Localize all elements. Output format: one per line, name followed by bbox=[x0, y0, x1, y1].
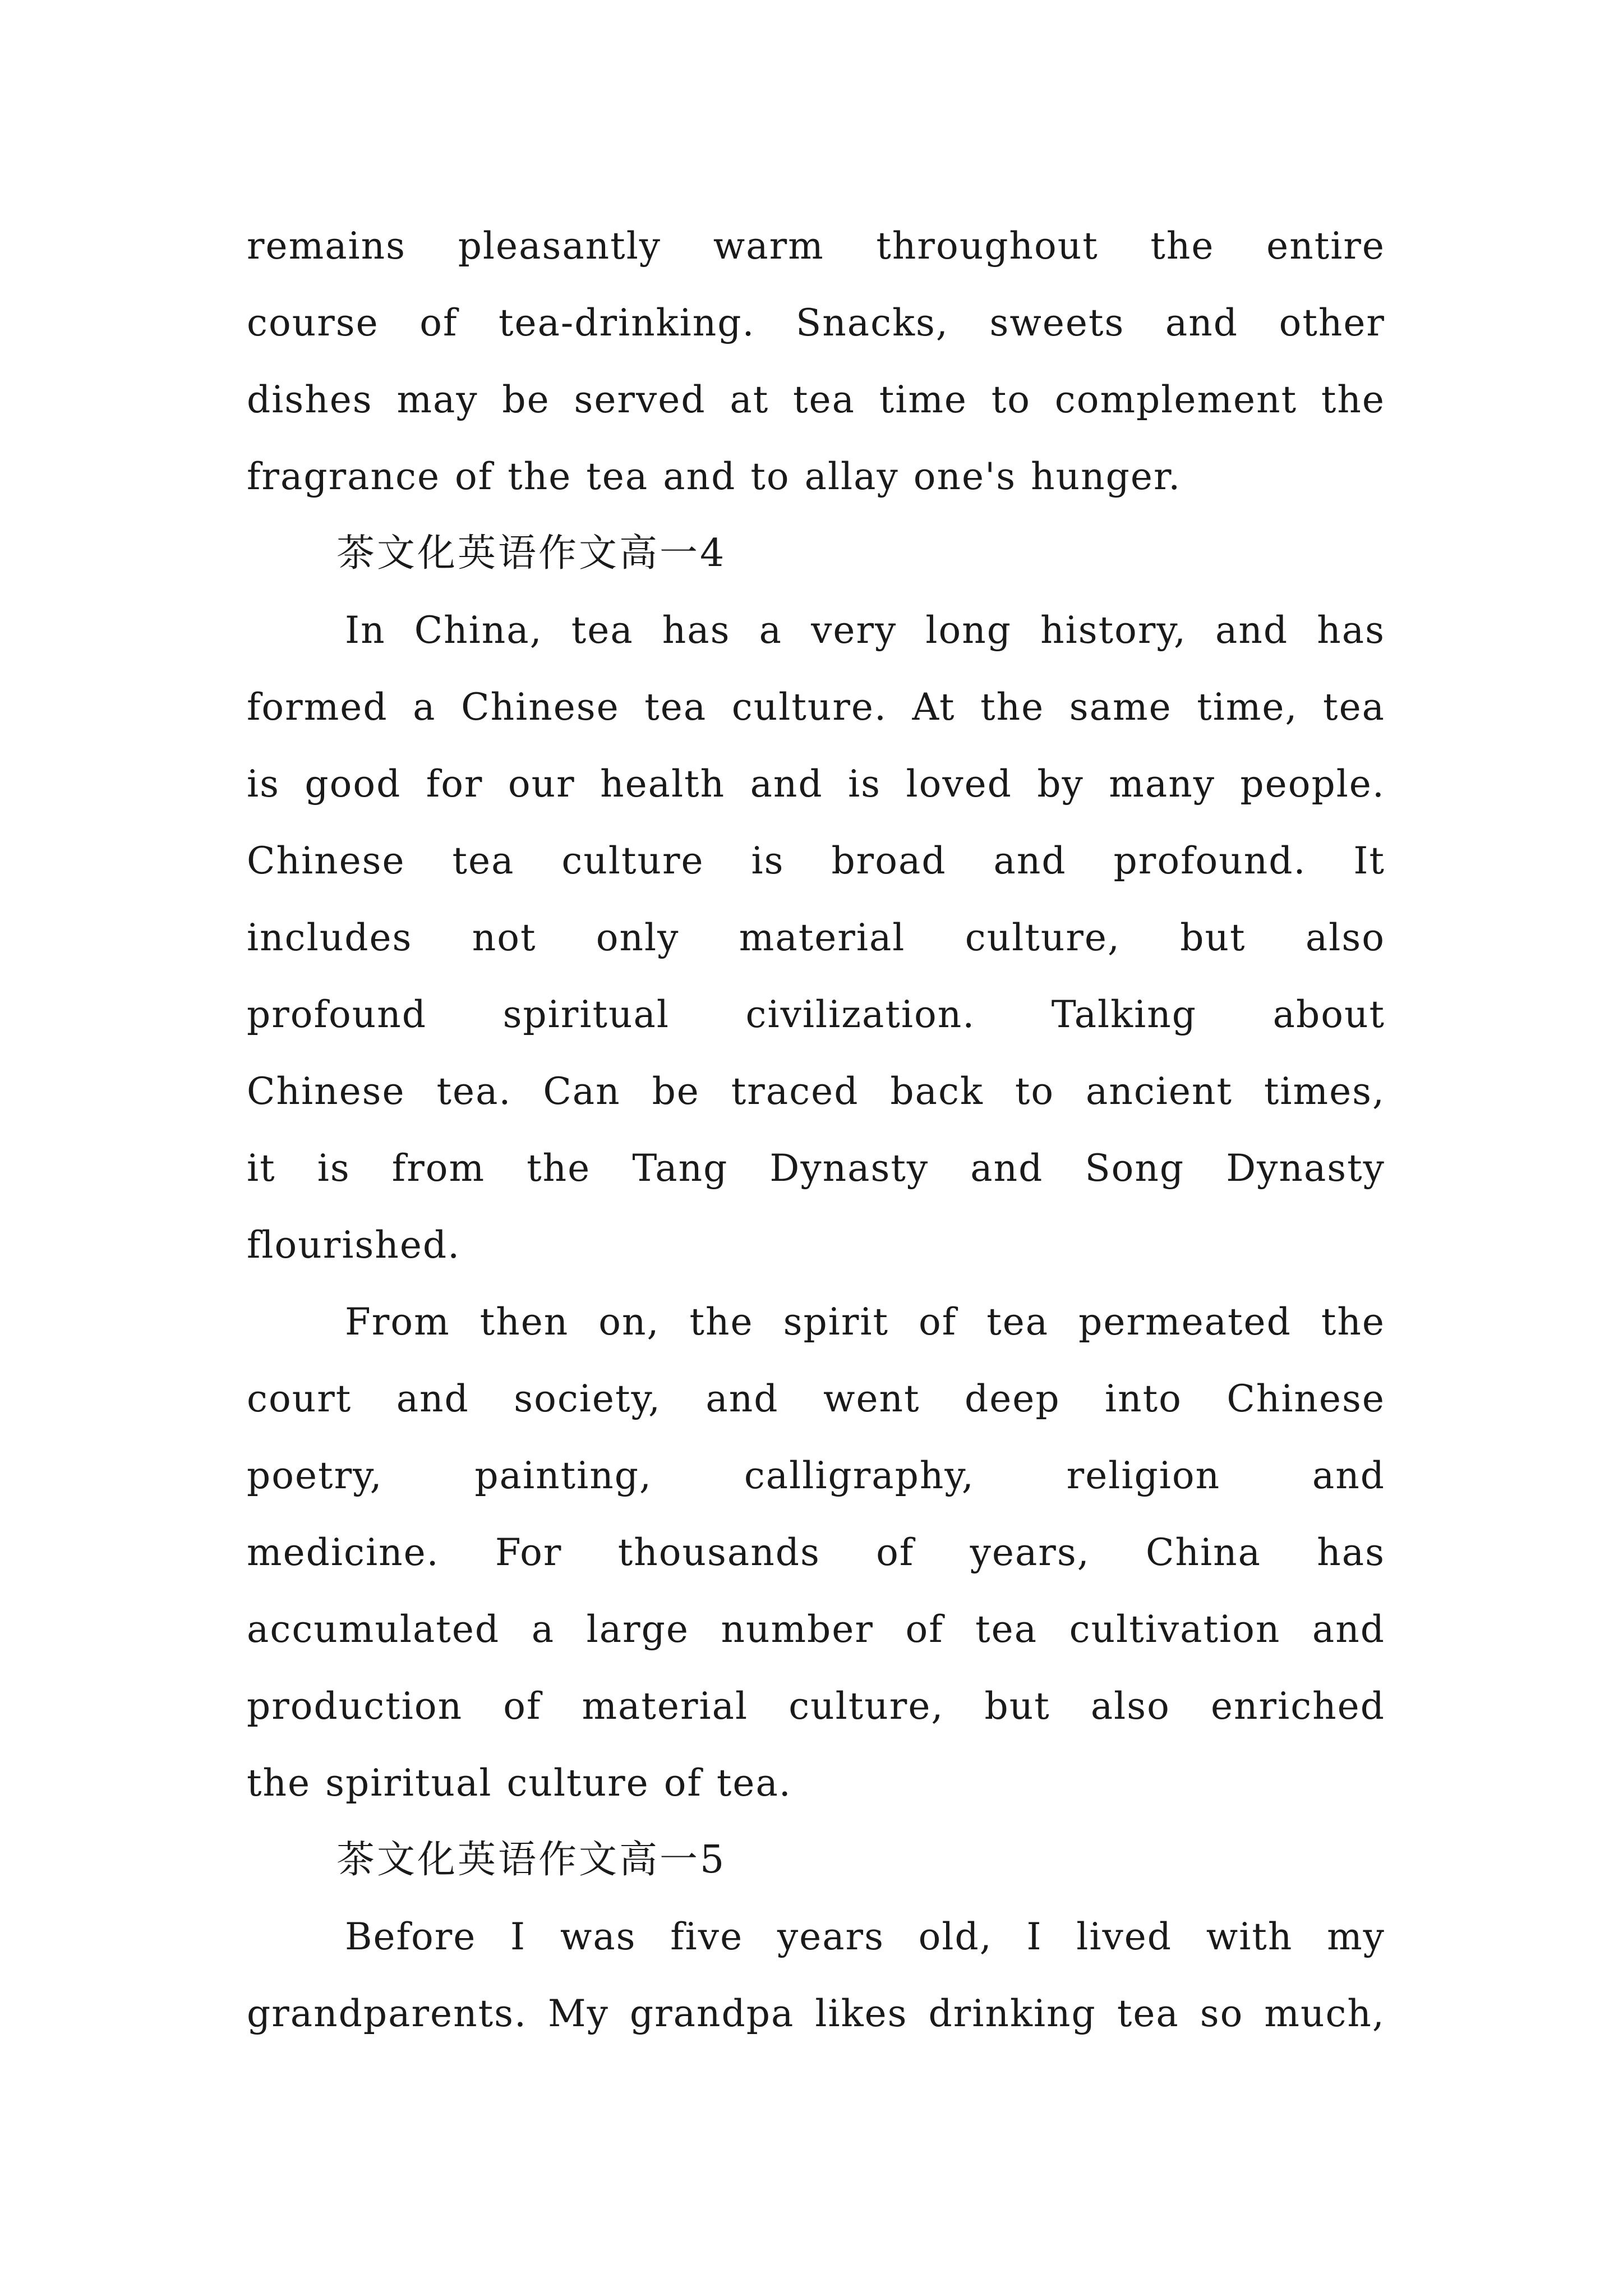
word: the bbox=[980, 685, 1045, 729]
word: by bbox=[1037, 762, 1084, 806]
word: and bbox=[970, 1147, 1044, 1190]
word: much, bbox=[1264, 1992, 1385, 2035]
word: on, bbox=[598, 1300, 660, 1343]
word: also bbox=[1305, 916, 1385, 959]
word: thousands bbox=[617, 1531, 820, 1574]
word: very bbox=[811, 609, 897, 652]
text-line bbox=[247, 1283, 1385, 1360]
word: and bbox=[663, 455, 736, 498]
text-line bbox=[247, 1053, 1385, 1130]
word: long bbox=[925, 609, 1012, 652]
word: throughout bbox=[876, 224, 1099, 268]
word: deep bbox=[964, 1377, 1061, 1420]
word: fragrance bbox=[247, 455, 441, 498]
word: production bbox=[247, 1685, 463, 1728]
word: five bbox=[670, 1915, 744, 1958]
text-line bbox=[247, 1898, 1385, 1975]
word: society, bbox=[514, 1377, 661, 1420]
word: grandparents. bbox=[247, 1992, 527, 2035]
section-heading: 茶文化英语作文高一5 bbox=[336, 1838, 727, 1882]
word: China bbox=[1145, 1531, 1261, 1574]
word: Tang bbox=[632, 1147, 728, 1190]
word: China, bbox=[414, 609, 543, 652]
word: be bbox=[652, 1070, 700, 1113]
text-line bbox=[247, 361, 1385, 438]
word: material bbox=[739, 916, 906, 959]
word: at bbox=[730, 378, 769, 421]
word: and bbox=[396, 1377, 469, 1420]
word: number bbox=[721, 1608, 874, 1651]
word: people. bbox=[1240, 762, 1385, 806]
text-line bbox=[247, 1130, 1385, 1207]
word: tea bbox=[792, 378, 855, 421]
word: time, bbox=[1197, 685, 1298, 729]
word: is bbox=[751, 839, 785, 882]
word: to bbox=[991, 378, 1031, 421]
word: has bbox=[1317, 609, 1385, 652]
word: the bbox=[1150, 224, 1215, 268]
text-line bbox=[247, 899, 1385, 976]
text-line bbox=[247, 1514, 1385, 1591]
word: Chinese bbox=[247, 839, 405, 882]
word: My bbox=[548, 1992, 609, 2035]
word: tea bbox=[644, 685, 707, 729]
word: In bbox=[345, 609, 386, 652]
word: a bbox=[413, 685, 436, 729]
word: old, bbox=[918, 1915, 993, 1958]
word: of bbox=[919, 1300, 957, 1343]
word: spiritual bbox=[325, 1761, 492, 1805]
word: culture bbox=[561, 839, 704, 882]
word: loved bbox=[906, 762, 1012, 806]
word: flourished. bbox=[247, 1223, 461, 1267]
word: calligraphy, bbox=[744, 1454, 975, 1497]
word: our bbox=[508, 762, 575, 806]
word: tea bbox=[452, 839, 515, 882]
word: medicine. bbox=[247, 1531, 440, 1574]
word: entire bbox=[1266, 224, 1385, 268]
word: tea bbox=[975, 1608, 1038, 1651]
word: a bbox=[531, 1608, 555, 1651]
text-line bbox=[247, 1591, 1385, 1668]
word: to bbox=[750, 455, 790, 498]
word: accumulated bbox=[247, 1608, 500, 1651]
word: painting, bbox=[474, 1454, 653, 1497]
word: Snacks, bbox=[796, 301, 949, 344]
word: civilization. bbox=[745, 993, 976, 1036]
word: years, bbox=[970, 1531, 1090, 1574]
word: grandpa bbox=[629, 1992, 795, 2035]
text-line bbox=[247, 438, 1385, 515]
word: is bbox=[247, 762, 280, 806]
word: the bbox=[1321, 1300, 1385, 1343]
word: Dynasty bbox=[1226, 1147, 1385, 1190]
text-line bbox=[247, 669, 1385, 746]
word: includes bbox=[247, 916, 413, 959]
word: course bbox=[247, 301, 379, 344]
section-heading: 茶文化英语作文高一4 bbox=[336, 531, 727, 576]
word: the bbox=[247, 1761, 311, 1805]
word: the bbox=[508, 455, 572, 498]
word: only bbox=[596, 916, 680, 959]
word: culture. bbox=[731, 685, 887, 729]
word: tea-drinking. bbox=[498, 301, 755, 344]
word: Dynasty bbox=[769, 1147, 929, 1190]
word: also bbox=[1090, 1685, 1170, 1728]
word: From bbox=[345, 1300, 450, 1343]
word: the bbox=[689, 1300, 754, 1343]
word: of bbox=[876, 1531, 915, 1574]
word: and bbox=[1215, 609, 1289, 652]
word: Song bbox=[1085, 1147, 1185, 1190]
word: culture, bbox=[965, 916, 1121, 959]
word: Chinese bbox=[247, 1070, 405, 1113]
word: and bbox=[993, 839, 1067, 882]
text-line bbox=[247, 1207, 1385, 1283]
word: and bbox=[1312, 1454, 1385, 1497]
word: dishes bbox=[247, 378, 373, 421]
word: I bbox=[510, 1915, 527, 1958]
word: allay bbox=[804, 455, 899, 498]
word: Chinese bbox=[461, 685, 620, 729]
word: I bbox=[1026, 1915, 1043, 1958]
word: religion bbox=[1066, 1454, 1221, 1497]
word: profound bbox=[247, 993, 427, 1036]
word: and bbox=[706, 1377, 779, 1420]
word: times, bbox=[1264, 1070, 1385, 1113]
word: my bbox=[1327, 1915, 1385, 1958]
word: Chinese bbox=[1227, 1377, 1385, 1420]
word: may bbox=[396, 378, 478, 421]
word: spirit bbox=[783, 1300, 889, 1343]
word: one's bbox=[913, 455, 1017, 498]
word: of bbox=[503, 1685, 542, 1728]
word: tea bbox=[986, 1300, 1049, 1343]
word: tea. bbox=[436, 1070, 512, 1113]
word: broad bbox=[831, 839, 947, 882]
text-line bbox=[247, 976, 1385, 1053]
word: Talking bbox=[1051, 993, 1197, 1036]
word: warm bbox=[713, 224, 824, 268]
word: formed bbox=[247, 685, 388, 729]
word: of bbox=[419, 301, 458, 344]
word: drinking bbox=[928, 1992, 1096, 2035]
word: into bbox=[1105, 1377, 1182, 1420]
word: so bbox=[1200, 1992, 1244, 2035]
word: for bbox=[426, 762, 483, 806]
text-line bbox=[247, 1975, 1385, 2052]
word: history, bbox=[1040, 609, 1187, 652]
word: from bbox=[391, 1147, 486, 1190]
word: with bbox=[1206, 1915, 1293, 1958]
word: years bbox=[777, 1915, 884, 1958]
word: good bbox=[305, 762, 402, 806]
word: was bbox=[560, 1915, 637, 1958]
word: complement bbox=[1054, 378, 1298, 421]
word: not bbox=[472, 916, 537, 959]
text-line bbox=[247, 1360, 1385, 1437]
text-line bbox=[247, 1437, 1385, 1514]
word: spiritual bbox=[502, 993, 670, 1036]
word: many bbox=[1109, 762, 1215, 806]
text-line bbox=[247, 1668, 1385, 1745]
word: culture bbox=[506, 1761, 649, 1805]
word: to bbox=[1015, 1070, 1055, 1113]
word: but bbox=[984, 1685, 1050, 1728]
document-page bbox=[247, 208, 1385, 2052]
word: material bbox=[582, 1685, 749, 1728]
word: Before bbox=[345, 1915, 477, 1958]
word: and bbox=[1165, 301, 1239, 344]
word: profound. bbox=[1113, 839, 1307, 882]
word: it bbox=[247, 1147, 276, 1190]
word: is bbox=[317, 1147, 351, 1190]
word: large bbox=[586, 1608, 689, 1651]
word: Can bbox=[543, 1070, 621, 1113]
text-line bbox=[247, 822, 1385, 899]
word: is bbox=[848, 762, 882, 806]
word: lived bbox=[1076, 1915, 1173, 1958]
text-line bbox=[247, 208, 1385, 284]
word: served bbox=[574, 378, 706, 421]
word: traced bbox=[731, 1070, 859, 1113]
text-line bbox=[247, 284, 1385, 361]
word: It bbox=[1353, 839, 1385, 882]
word: health bbox=[600, 762, 726, 806]
word: then bbox=[479, 1300, 569, 1343]
word: tea bbox=[571, 609, 634, 652]
word: likes bbox=[815, 1992, 908, 2035]
word: permeated bbox=[1078, 1300, 1292, 1343]
word: about bbox=[1272, 993, 1385, 1036]
word: be bbox=[502, 378, 550, 421]
word: tea bbox=[1117, 1992, 1179, 2035]
word: of bbox=[455, 455, 494, 498]
word: For bbox=[495, 1531, 562, 1574]
word: At bbox=[912, 685, 956, 729]
word: and bbox=[1312, 1608, 1385, 1651]
text-line bbox=[247, 592, 1385, 669]
word: pleasantly bbox=[458, 224, 662, 268]
word: the bbox=[1321, 378, 1385, 421]
word: poetry, bbox=[247, 1454, 383, 1497]
word: same bbox=[1069, 685, 1172, 729]
word: court bbox=[247, 1377, 352, 1420]
word: the bbox=[527, 1147, 591, 1190]
word: tea bbox=[586, 455, 649, 498]
word: sweets bbox=[989, 301, 1125, 344]
word: cultivation bbox=[1069, 1608, 1281, 1651]
text-line bbox=[247, 1745, 1385, 1821]
word: and bbox=[750, 762, 823, 806]
word: of bbox=[905, 1608, 944, 1651]
word: time bbox=[879, 378, 967, 421]
word: tea. bbox=[716, 1761, 792, 1805]
word: of bbox=[663, 1761, 702, 1805]
word: hunger. bbox=[1031, 455, 1182, 498]
word: has bbox=[662, 609, 731, 652]
word: went bbox=[823, 1377, 920, 1420]
word: but bbox=[1180, 916, 1246, 959]
word: has bbox=[1317, 1531, 1385, 1574]
word: culture, bbox=[789, 1685, 944, 1728]
word: back bbox=[890, 1070, 984, 1113]
text-line bbox=[247, 746, 1385, 822]
word: tea bbox=[1323, 685, 1385, 729]
word: enriched bbox=[1210, 1685, 1385, 1728]
word: remains bbox=[247, 224, 407, 268]
word: a bbox=[759, 609, 782, 652]
word: ancient bbox=[1085, 1070, 1233, 1113]
word: other bbox=[1279, 301, 1385, 344]
